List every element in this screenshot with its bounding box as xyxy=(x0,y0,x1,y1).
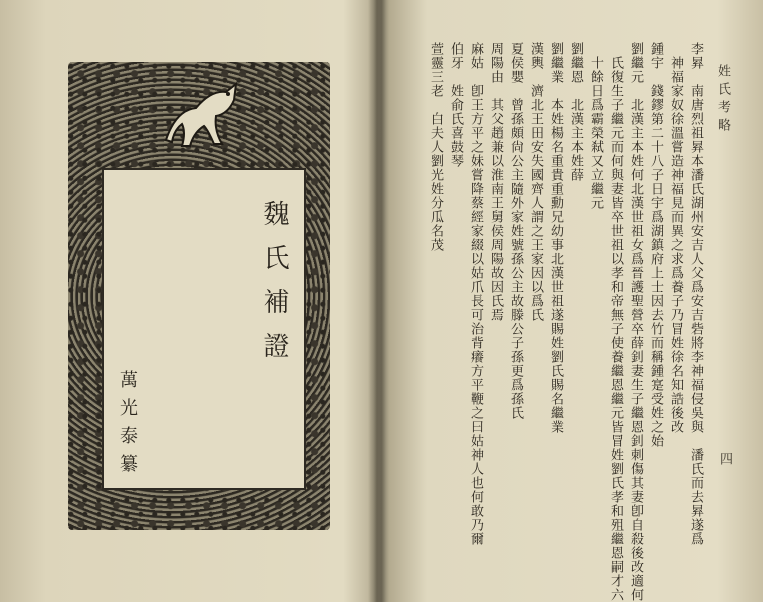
page-header: 姓氏考略 xyxy=(715,64,730,136)
book-gutter xyxy=(368,0,386,602)
text-line: 夏侯嬰 曾孫頗尙公主隨外家姓號孫公主故滕公子孫更爲孫氏 xyxy=(508,42,523,420)
text-line: 神福家奴徐溫嘗造神福見而異之求爲養子乃冒姓徐名知誥後改 xyxy=(668,42,683,434)
text-columns xyxy=(405,42,705,602)
text-line: 劉繼業 本姓楊名重貴重勳兄幼事北漢世祖遂賜姓劉氏賜名繼業 xyxy=(548,42,563,434)
book-title: 魏氏補證 xyxy=(259,200,289,376)
left-page xyxy=(8,6,370,596)
text-line: 十餘日爲霸榮弒又立繼元 xyxy=(588,42,603,210)
text-line: 劉繼恩 北漢主本姓薛 xyxy=(568,42,583,182)
text-line: 李昪 南唐烈祖昪本潘氏湖州安吉人父爲安吉砦將李神福侵吳與 潘氏而去昪遂爲 xyxy=(688,42,703,546)
right-page xyxy=(385,6,757,602)
text-line: 鍾宇 錢鏐第二十八子日宇爲湖鎮府上士因去竹而稱鍾寔受姓之始 xyxy=(648,42,663,448)
book-author: 萬光泰纂 xyxy=(117,370,138,482)
title-panel xyxy=(102,168,306,490)
page-number: 四 xyxy=(717,452,732,465)
text-line: 劉繼元 北漢主本姓何北漢世祖女爲晉護聖營卒薛釗妻生子繼恩釗刺傷其妻卽自殺後改適何 xyxy=(628,42,643,602)
text-line: 萱靈三老 白夫人劉光姓分瓜名茂 xyxy=(428,42,443,252)
horse-icon xyxy=(156,70,246,160)
text-line: 周陽由 其父趙兼以淮南王舅侯周陽故因氏焉 xyxy=(488,42,503,322)
text-line: 氏復生子繼元而何與妻皆卒世祖以孝和帝無子使養繼恩繼元皆冒姓劉氏孝和殂繼恩嗣才六 xyxy=(608,42,623,602)
text-line: 麻姑 卽王方平之妹嘗降蔡經家綴以姑爪長可治背癢方平鞭之曰姑神人也何敢乃爾 xyxy=(468,42,483,546)
text-line: 伯牙 姓俞氏喜鼓琴 xyxy=(448,42,463,168)
woodblock-frame xyxy=(68,62,330,530)
text-line: 漢輿 濟北王田安失國齊人謂之王家因以爲氏 xyxy=(528,42,543,322)
